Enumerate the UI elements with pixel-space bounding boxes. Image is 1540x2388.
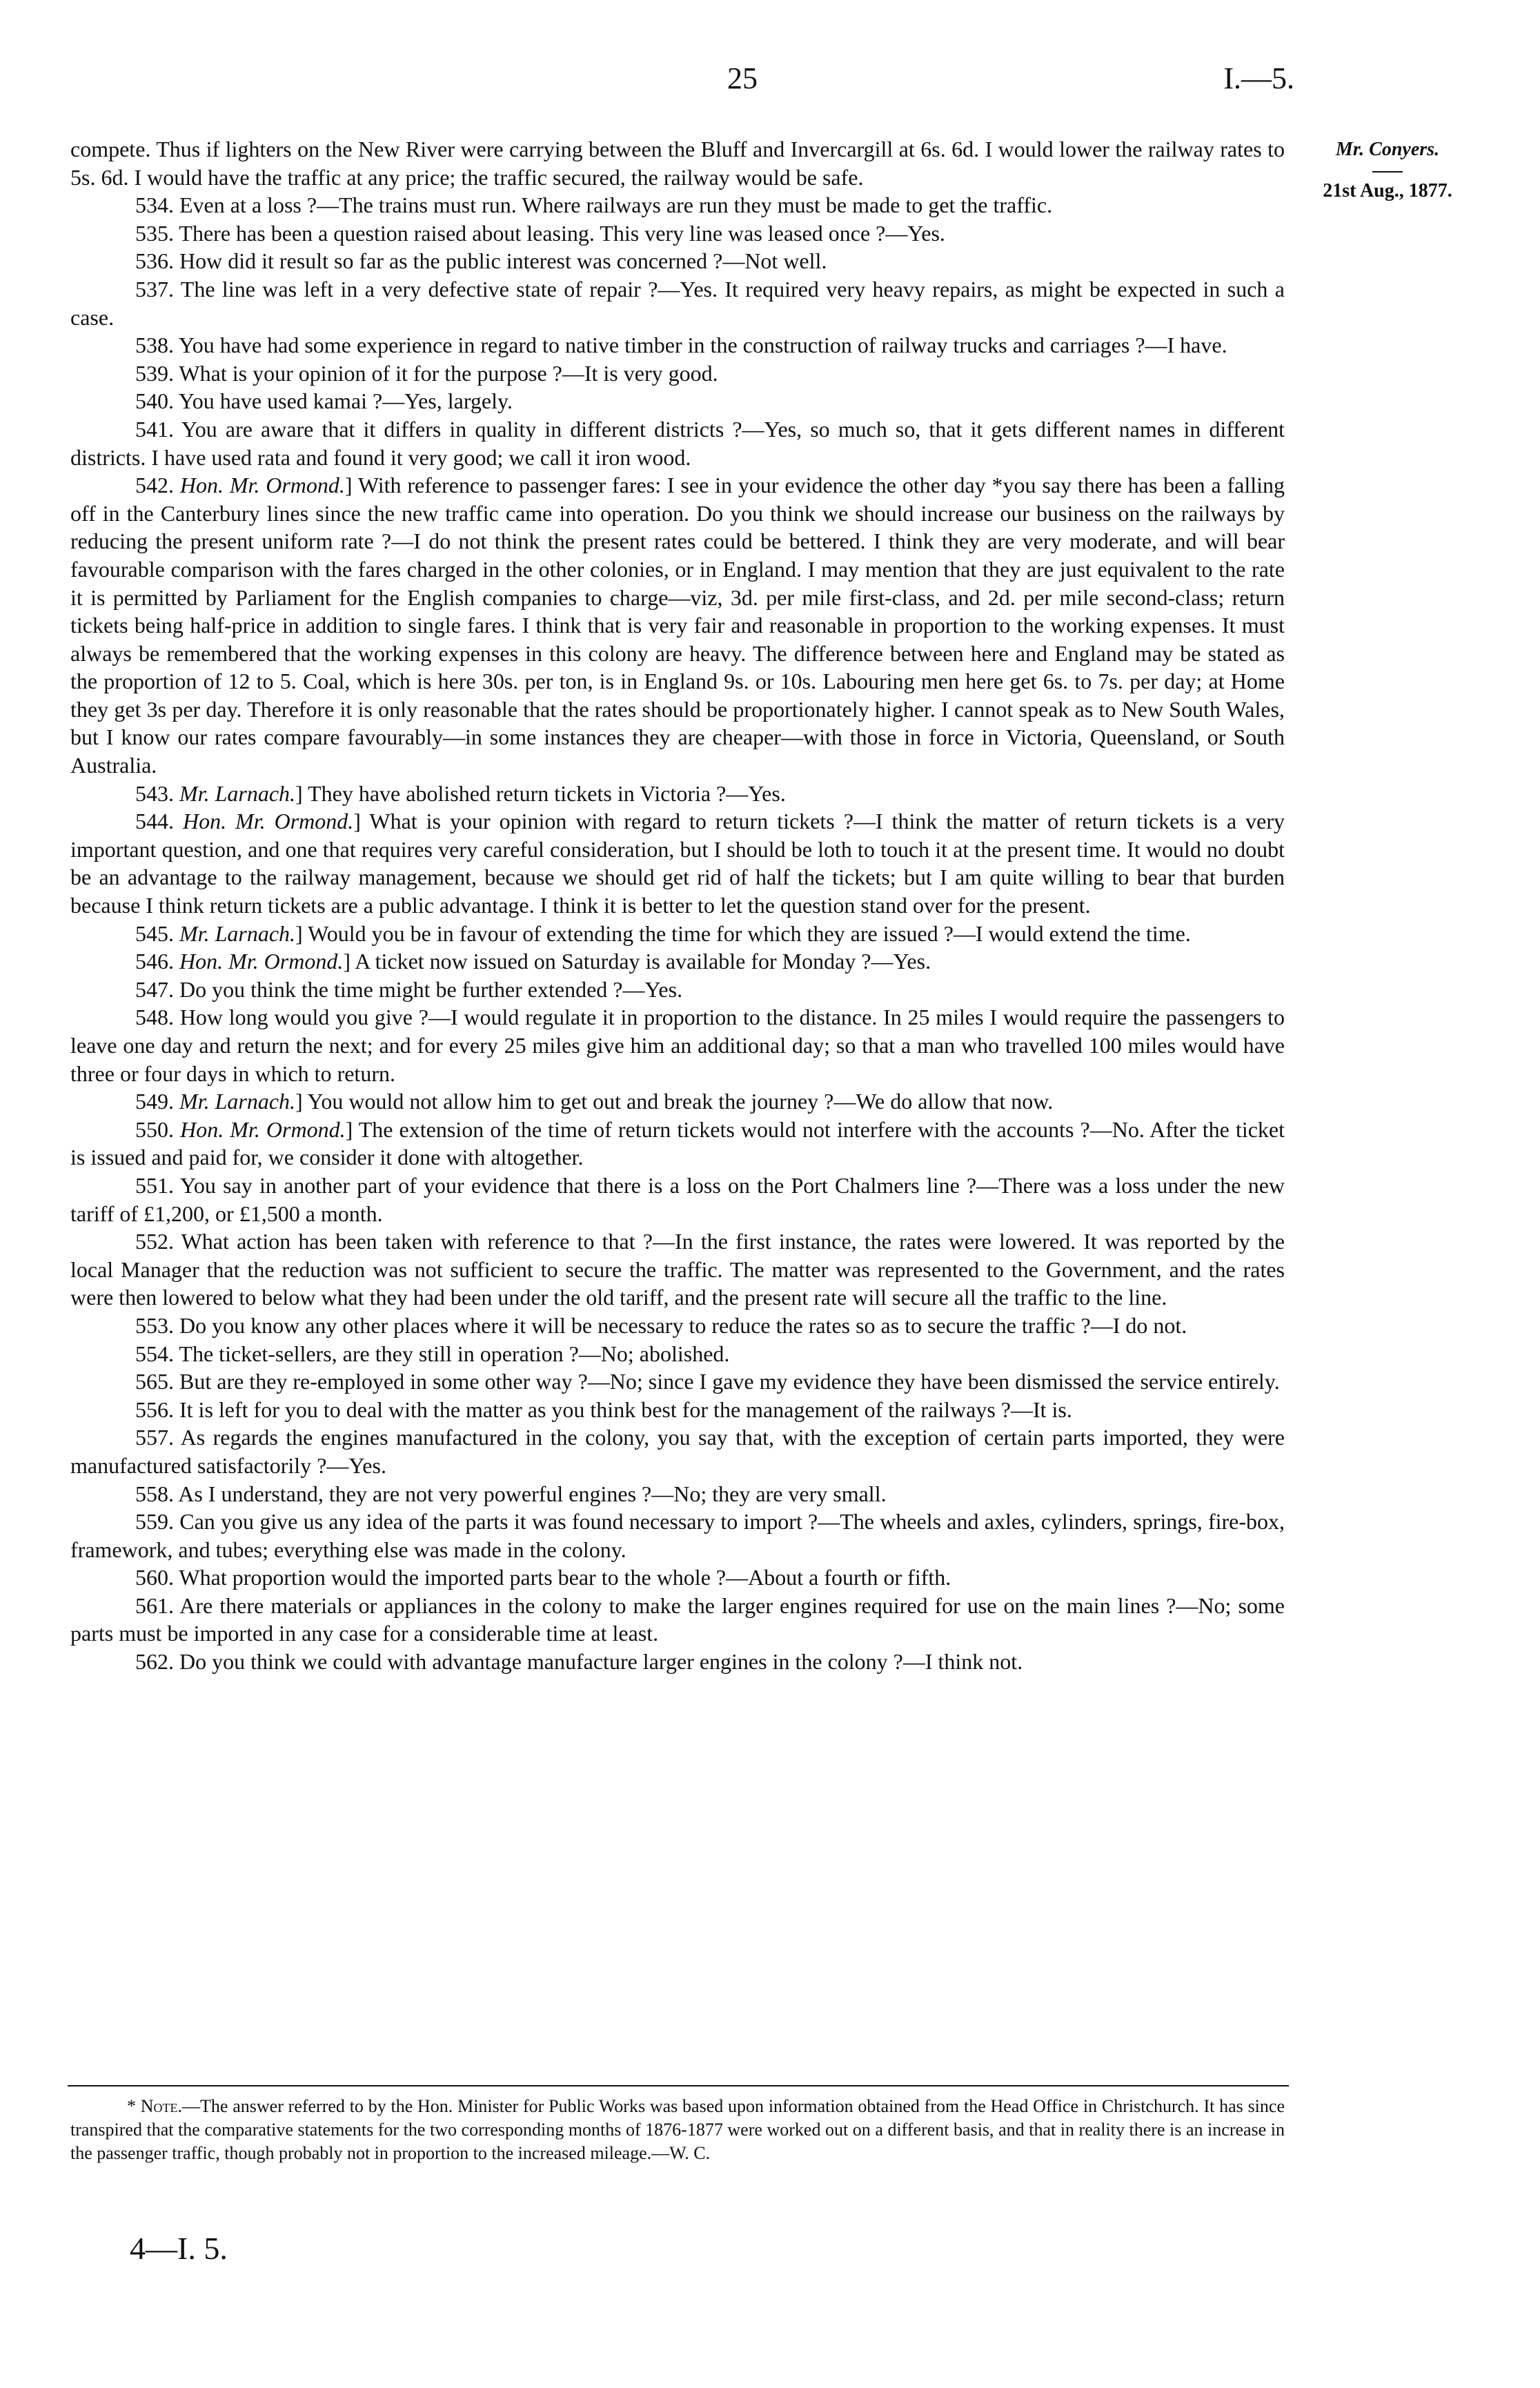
footnote-text: —The answer referred to by the Hon. Minister for Public Works was based upon information obtained from the Head Office in Christchurch. It has since transpired that the comparative statements for the two corresponding months of 1876-1877 were worked out on a different basis, and that in reality there is an increase in the passenger traffic, though probably not in proportion to the increased mileage.—W. C. — [70, 2096, 1285, 2163]
question-544: 544. Hon. Mr. Ormond.] What is your opinion with regard to return tickets ?—I think the matter of return tickets is a very important question, and one that requires very careful consideration, but I should be loth to touch it at the present time. It would no doubt be an advantage to the railway management, because we should get rid of half the tickets; but I am quite willing to bear that burden because I think return tickets are a public advantage. I think it is better to let the question stand over for the present. — [70, 809, 1285, 918]
question-534: 534. Even at a loss ?—The trains must run. Where railways are run they must be made to get the traffic. — [135, 193, 1053, 218]
question-560: 560. What proportion would the imported parts bear to the whole ?—About a fourth or fifth. — [135, 1565, 951, 1590]
question-562: 562. Do you think we could with advantage manufacture larger engines in the colony ?—I think not. — [135, 1649, 1023, 1675]
footnote-divider — [68, 2085, 1289, 2086]
question-552: 552. What action has been taken with reference to that ?—In the first instance, the rates were lowered. It was reported by the local Manager that the reduction was not sufficient to secure the traffic. The matter was represented to the Government, and the rates were then lowered to below what they had been under the old tariff, and the present rate will secure all the traffic to the line. — [70, 1229, 1285, 1310]
question-text: The extension of the time of return tickets would not interfere with the accounts ?—No. After the ticket is issued and paid for, we consider it done with altogether. — [70, 1116, 1285, 1170]
question-540: 540. You have used kamai ?—Yes, largely. — [135, 388, 513, 414]
question-547: 547. Do you think the time might be further extended ?—Yes. — [135, 976, 683, 1002]
margin-date: 21st Aug., 1877. — [1323, 180, 1452, 201]
speaker-name: Mr. Larnach. — [179, 920, 296, 946]
question-text: Would you be in favour of extending the time for which they are issued ?—I would extend the time. — [308, 920, 1191, 946]
margin-witness-name: Mr. Conyers. — [1335, 139, 1440, 160]
question-549: 549. Mr. Larnach.] You would not allow him to get out and break the journey ?—We do allow that now. — [135, 1089, 1054, 1114]
footnote — [70, 2095, 1285, 2165]
speaker-name: Hon. Mr. Ormond. — [179, 949, 344, 974]
question-557: 557. As regards the engines manufactured in the colony, you say that, with the exception of certain parts imported, they were manufactured satisfactorily ?—Yes. — [70, 1425, 1285, 1478]
margin-note — [1308, 138, 1467, 203]
question-text: They have abolished return tickets in Victoria ?—Yes. — [308, 780, 786, 806]
question-550: 550. Hon. Mr. Ormond.] The extension of the time of return tickets would not interfere with the accounts ?—No. After the ticket is issued and paid for, we consider it done with altogether. — [70, 1116, 1285, 1170]
question-558: 558. As I understand, they are not very powerful engines ?—No; they are very small. — [135, 1481, 887, 1506]
evidence-body — [70, 135, 1285, 1676]
question-text: You would not allow him to get out and break the journey ?—We do allow that now. — [307, 1089, 1054, 1114]
question-number: 542. — [135, 473, 174, 498]
question-546: 546. Hon. Mr. Ormond.] A ticket now issued on Saturday is available for Monday ?—Yes. — [135, 949, 931, 974]
speaker-name: Hon. Mr. Ormond. — [182, 809, 354, 834]
question-545: 545. Mr. Larnach.] Would you be in favour of extending the time for which they are issued ?—I would extend the time. — [135, 920, 1191, 946]
question-number: 543. — [135, 780, 174, 806]
question-542: 542. Hon. Mr. Ormond.] With reference to passenger fares: I see in your evidence the other day *you say there has been a falling off in the Canterbury lines since the new traffic came into operation. Do you think we should increase our business on the railways by reducing the present uniform rate ?—I do not think the present rates could be bettered. I think they are very moderate, and will bear favourable comparison with the fares charged in the other colonies, or in England. I may mention that they are just equivalent to the rate it is permitted by Parliament for the English companies to charge—viz, 3d. per mile first-class, and 2d. per mile second-class; return tickets being half-price in addition to single fares. I think that is very fair and reasonable in proportion to the working expenses. It must always be remembered that the working expenses in this colony are heavy. The difference between here and England may be stated as the proportion of 12 to 5. Coal, which is here 30s. per ton, is in England 9s. or 10s. Labouring men here get 6s. to 7s. per day; at Home they get 3s per day. Therefore it is only reasonable that the rates should be proportionately higher. I cannot speak as to New South Wales, but I know our rates compare favourably—in some instances they are cheaper—with those in force in Victoria, Queensland, or South Australia. — [70, 473, 1285, 778]
question-536: 536. How did it result so far as the public interest was concerned ?—Not well. — [135, 248, 827, 274]
question-541: 541. You are aware that it differs in quality in different districts ?—Yes, so much so, that it gets different names in different districts. I have used rata and found it very good; we call it iron wood. — [70, 416, 1285, 470]
question-565: 565. But are they re-employed in some other way ?—No; since I gave my evidence they have been dismissed the service entirely. — [135, 1369, 1280, 1394]
question-number: 549. — [135, 1089, 174, 1114]
question-535: 535. There has been a question raised about leasing. This very line was leased once ?—Yes. — [135, 220, 945, 246]
question-559: 559. Can you give us any idea of the parts it was found necessary to import ?—The wheels and axles, cylinders, springs, fire-box, framework, and tubes; everything else was made in the colony. — [70, 1509, 1285, 1562]
speaker-name: Mr. Larnach. — [179, 1089, 296, 1114]
question-543: 543. Mr. Larnach.] They have abolished return tickets in Victoria ?—Yes. — [135, 780, 786, 806]
question-text: What is your opinion with regard to return tickets ?—I think the matter of return tickets is a very important question, and one that requires very careful consideration, but I should be loth to touch it at the present time. It would no doubt be an advantage to the railway management, because we should get rid of half the tickets; but I am quite willing to bear that burden because I think return tickets are a public advantage. I think it is better to let the question stand over for the present. — [70, 809, 1285, 918]
question-text: With reference to passenger fares: I see in your evidence the other day *you say there has been a falling off in the Canterbury lines since the new traffic came into operation. Do you think we should increase our business on the railways by reducing the present uniform rate ?—I do not think the present rates could be bettered. I think they are very moderate, and will bear favourable comparison with the fares charged in the other colonies, or in England. I may mention that they are just equivalent to the rate it is permitted by Parliament for the English companies to charge—viz, 3d. per mile first-class, and 2d. per mile second-class; return tickets being half-price in addition to single fares. I think that is very fair and reasonable in proportion to the working expenses. It must always be remembered that the working expenses in this colony are heavy. The difference between here and England may be stated as the proportion of 12 to 5. Coal, which is here 30s. per ton, is in England 9s. or 10s. Labouring men here get 6s. to 7s. per day; at Home they get 3s per day. Therefore it is only reasonable that the rates should be proportionately higher. I cannot speak as to New South Wales, but I know our rates compare favourably—in some instances they are cheaper—with those in force in Victoria, Queensland, or South Australia. — [70, 473, 1285, 778]
question-539: 539. What is your opinion of it for the purpose ?—It is very good. — [135, 360, 718, 386]
question-556: 556. It is left for you to deal with the matter as you think best for the management of the railways ?—It is. — [135, 1397, 1072, 1422]
question-553: 553. Do you know any other places where it will be necessary to reduce the rates so as to secure the traffic ?—I do not. — [135, 1312, 1187, 1338]
signature-mark: 4—I. 5. — [130, 2231, 228, 2266]
question-537: 537. The line was left in a very defective state of repair ?—Yes. It required very heavy repairs, as might be expected in such a case. — [70, 276, 1285, 330]
speaker-name: Hon. Mr. Ormond. — [180, 1116, 346, 1142]
question-538: 538. You have had some experience in regard to native timber in the construction of railway trucks and carriages ?—I have. — [135, 333, 1227, 358]
question-number: 550. — [135, 1116, 174, 1142]
question-554: 554. The ticket-sellers, are they still in operation ?—No; abolished. — [135, 1341, 730, 1366]
page-number: 25 — [727, 61, 758, 95]
question-number: 544. — [135, 809, 174, 834]
footnote-label: * Note. — [127, 2096, 183, 2116]
question-text: A ticket now issued on Saturday is available for Monday ?—Yes. — [355, 949, 931, 974]
question-number: 546. — [135, 949, 174, 974]
document-reference: I.—5. — [1223, 61, 1294, 95]
question-number: 545. — [135, 920, 174, 946]
question-551: 551. You say in another part of your evidence that there is a loss on the Port Chalmers line ?—There was a loss under the new tariff of £1,200, or £1,500 a month. — [70, 1172, 1285, 1226]
paragraph-continued: compete. Thus if lighters on the New River were carrying between the Bluff and Invercargill at 6s. 6d. I would lower the railway rates to 5s. 6d. I would have the traffic at any price; the traffic secured, the railway would be safe. — [70, 137, 1285, 190]
question-548: 548. How long would you give ?—I would regulate it in proportion to the distance. In 25 miles I would require the passengers to leave one day and return the next; and for every 25 miles give him an additional day; so that a man who travelled 100 miles would have three or four days in which to return. — [70, 1005, 1285, 1086]
question-561: 561. Are there materials or appliances in the colony to make the larger engines required for use on the main lines ?—No; some parts must be imported in any case for a considerable time at least. — [70, 1592, 1285, 1646]
speaker-name: Hon. Mr. Ormond. — [179, 473, 345, 498]
margin-divider — [1372, 171, 1403, 172]
speaker-name: Mr. Larnach. — [179, 780, 296, 806]
